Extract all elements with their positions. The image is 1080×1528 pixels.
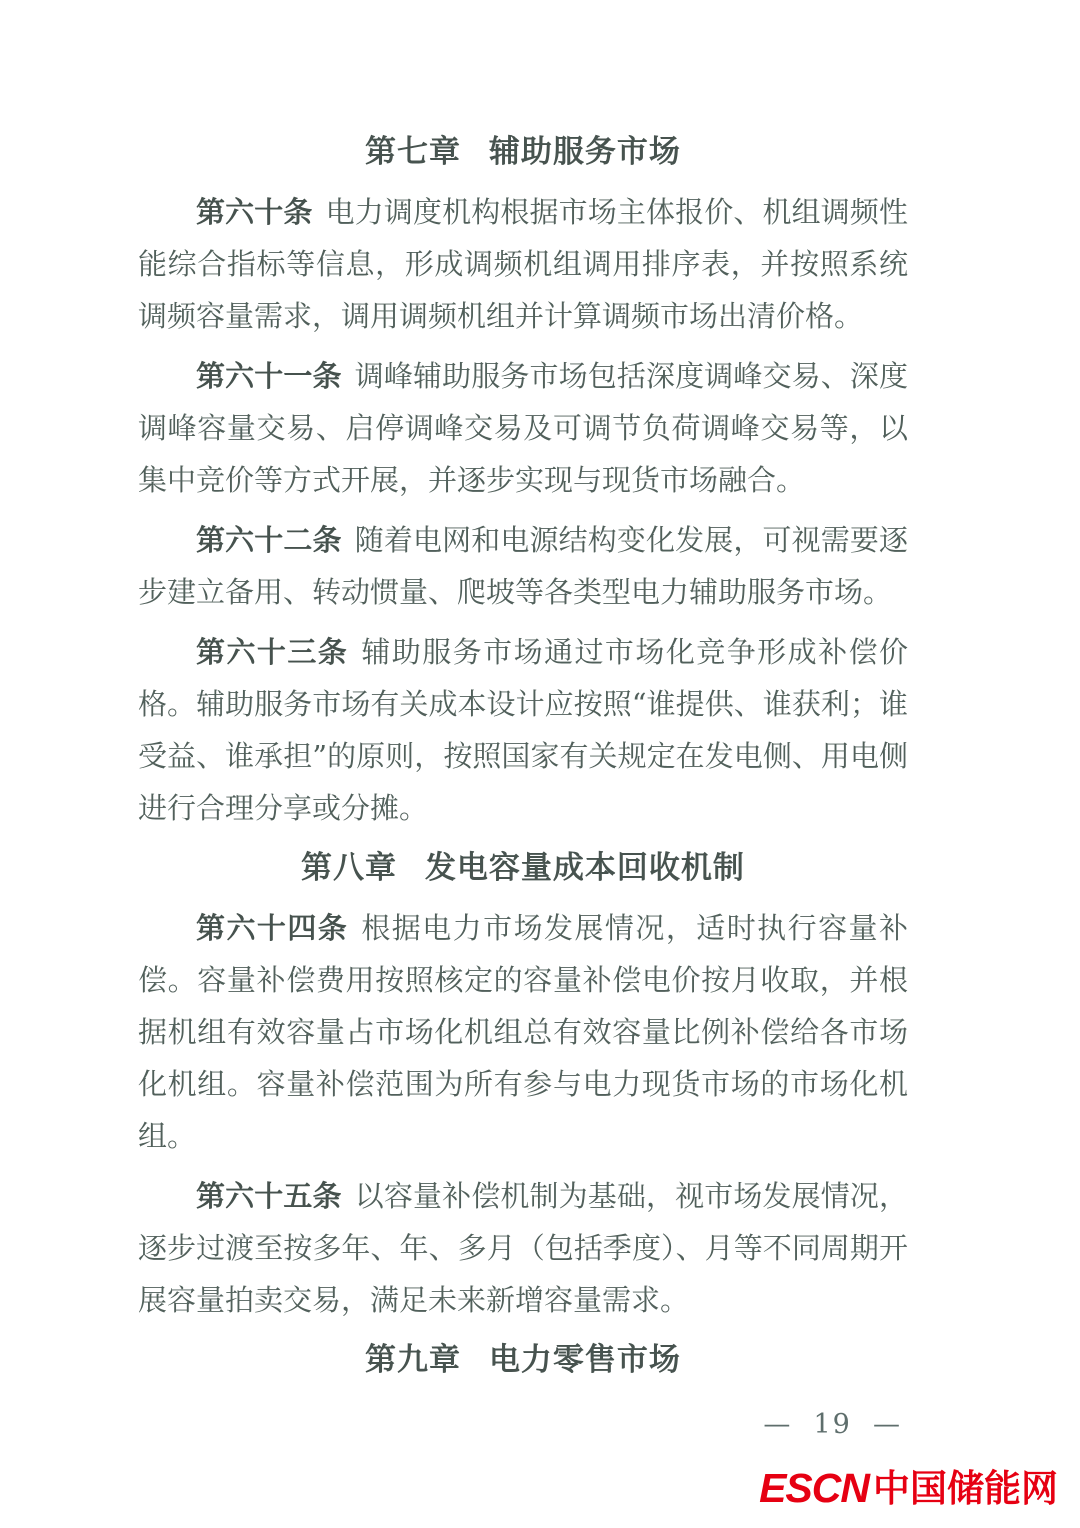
article-text: 以容量补偿机制为基础，视市场发展情况，逐步过渡至按多年、年、多月（包括季度）、月等不同周期开展容量拍卖交易，满足未来新增容量需求。: [138, 1179, 908, 1317]
article-text: 根据电力市场发展情况，适时执行容量补偿。容量补偿费用按照核定的容量补偿电价按月收取，并根据机组有效容量占市场化机组总有效容量比例补偿给各市场化机组。容量补偿范围为所有参与电力现货市场的市场化机组。: [138, 911, 908, 1153]
article-number: 第六十四条: [196, 911, 349, 945]
chapter-title: 电力零售市场: [488, 1342, 681, 1377]
article-text: 随着电网和电源结构变化发展，可视需要逐步建立备用、转动惯量、爬坡等各类型电力辅助服务市场。: [138, 523, 908, 609]
chapter-number: 第九章: [365, 1342, 462, 1377]
article-paragraph-62: [138, 514, 908, 618]
article-text: 电力调度机构根据市场主体报价、机组调频性能综合指标等信息，形成调频机组调用排序表，并按照系统调频容量需求，调用调频机组并计算调频市场出清价格。: [138, 195, 908, 333]
chapter-number: 第七章: [365, 134, 462, 169]
article-paragraph-63: [138, 626, 908, 834]
page-number: — 19 —: [763, 1409, 902, 1440]
document-page: [138, 126, 908, 1394]
article-number: 第六十条: [196, 195, 313, 229]
article-text: 辅助服务市场通过市场化竞争形成补偿价格。辅助服务市场有关成本设计应按照“谁提供、谁获利；谁受益、谁承担”的原则，按照国家有关规定在发电侧、用电侧进行合理分享或分摊。: [138, 635, 908, 825]
article-number: 第六十三条: [196, 635, 349, 669]
chapter-heading-8: [138, 842, 908, 894]
chapter-title: 辅助服务市场: [488, 134, 681, 169]
chapter-title: 发电容量成本回收机制: [424, 850, 745, 885]
article-number: 第六十二条: [196, 523, 342, 557]
article-paragraph-65: [138, 1170, 908, 1326]
article-paragraph-64: [138, 902, 908, 1162]
chapter-heading-9: [138, 1334, 908, 1386]
chapter-heading-7: [138, 126, 908, 178]
chapter-number: 第八章: [301, 850, 398, 885]
article-number: 第六十一条: [196, 359, 342, 393]
article-paragraph-60: [138, 186, 908, 342]
article-number: 第六十五条: [196, 1179, 342, 1213]
article-paragraph-61: [138, 350, 908, 506]
escn-logo: [759, 1465, 1058, 1511]
logo-cn-text: 中国储能网: [873, 1468, 1058, 1509]
logo-escn-text: ESCN: [759, 1465, 869, 1511]
article-text: 调峰辅助服务市场包括深度调峰交易、深度调峰容量交易、启停调峰交易及可调节负荷调峰交易等，以集中竞价等方式开展，并逐步实现与现货市场融合。: [138, 359, 908, 497]
